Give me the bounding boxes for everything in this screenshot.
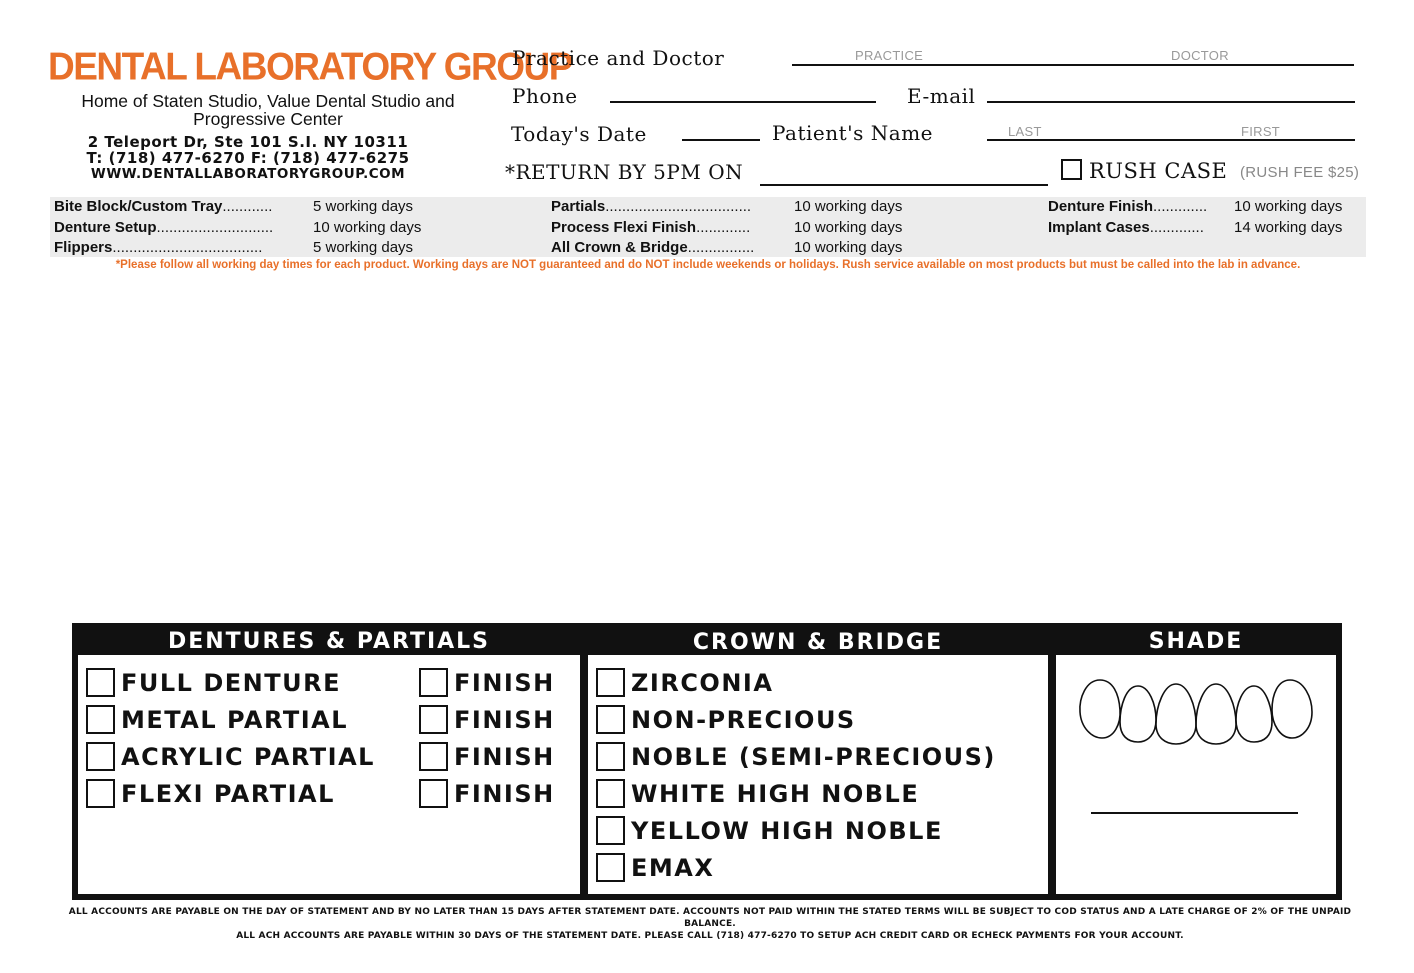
option-emax[interactable]: EMAX [596, 853, 714, 882]
brand-logo: DENTAL LABORATORY GROUP [48, 44, 572, 88]
schedule-days: 10 working days [1234, 198, 1343, 215]
checkbox[interactable] [596, 779, 625, 808]
schedule-days: 10 working days [794, 219, 903, 236]
return-by-field[interactable] [760, 184, 1048, 186]
schedule-days: 10 working days [794, 198, 903, 215]
checkbox[interactable] [86, 668, 115, 697]
payment-terms-line-1: ALL ACCOUNTS ARE PAYABLE ON THE DAY OF STATEMENT AND BY NO LATER THAN 15 DAYS AFTER STATEMENT DATE. ACCOUNTS NOT PAID WITHIN THE STATED TERMS WILL BE SUBJECT TO COD STATUS AND A LATE CHARGE OF 2% OF THE UNPAID BALANCE. [68, 907, 1352, 929]
schedule-days: 10 working days [794, 239, 903, 256]
website: WWW.DENTALLABORATORYGROUP.COM [90, 166, 406, 182]
option-yellow-high-noble[interactable]: YELLOW HIGH NOBLE [596, 816, 943, 845]
schedule-item: Denture Finish............. [1048, 198, 1208, 215]
option-full-denture[interactable]: FULL DENTURE [86, 668, 341, 697]
schedule-item: Flippers.................................... [54, 239, 263, 256]
address: 2 Teleport Dr, Ste 101 S.I. NY 10311 [87, 133, 409, 151]
patient-name-field[interactable] [987, 139, 1355, 141]
practice-doctor-label: Practice and Doctor [512, 46, 725, 70]
todays-date-field[interactable] [682, 139, 760, 141]
phone-fax: T: (718) 477-6270 F: (718) 477-6275 [86, 149, 410, 167]
schedule-item: Partials................................... [551, 198, 752, 215]
return-by-label: *RETURN BY 5PM ON [505, 160, 744, 184]
checkbox[interactable] [596, 742, 625, 771]
schedule-days: 14 working days [1234, 219, 1343, 236]
practice-doctor-field[interactable] [792, 64, 1354, 66]
checkbox[interactable] [596, 853, 625, 882]
shade-title: SHADE [1148, 629, 1244, 654]
option-zirconia[interactable]: ZIRCONIA [596, 668, 773, 697]
schedule-item: Denture Setup............................ [54, 219, 274, 236]
option-flexi-partial[interactable]: FLEXI PARTIAL [86, 779, 335, 808]
last-name-hint: LAST [1008, 124, 1042, 139]
checkbox[interactable] [419, 705, 448, 734]
schedule-item: Implant Cases............. [1048, 219, 1204, 236]
option-finish-full-denture[interactable]: FINISH [419, 668, 555, 697]
schedule-note: *Please follow all working day times for each product. Working days are NOT guaranteed and do NOT include weekends or holidays. Rush service available on most products but must be called into the lab in advance. [115, 259, 1301, 271]
checkbox[interactable] [596, 705, 625, 734]
schedule-item: All Crown & Bridge................ [551, 239, 755, 256]
schedule-item: Bite Block/Custom Tray............ [54, 198, 273, 215]
rush-case-label: RUSH CASE [1089, 159, 1228, 183]
option-non-precious[interactable]: NON-PRECIOUS [596, 705, 856, 734]
schedule-days: 5 working days [313, 239, 414, 256]
teeth-diagram-icon[interactable] [1076, 672, 1316, 752]
crown-title: CROWN & BRIDGE [692, 630, 944, 655]
phone-field[interactable] [610, 101, 876, 103]
checkbox[interactable] [86, 779, 115, 808]
checkbox[interactable] [596, 668, 625, 697]
checkbox[interactable] [86, 705, 115, 734]
checkbox[interactable] [419, 668, 448, 697]
option-noble[interactable]: NOBLE (SEMI-PRECIOUS) [596, 742, 996, 771]
rush-case-checkbox[interactable] [1061, 159, 1082, 180]
first-name-hint: FIRST [1241, 124, 1281, 139]
option-finish-flexi-partial[interactable]: FINISH [419, 779, 555, 808]
doctor-hint: DOCTOR [1171, 48, 1229, 63]
contact-block [48, 134, 448, 182]
patient-name-label: Patient's Name [772, 121, 934, 145]
option-finish-metal-partial[interactable]: FINISH [419, 705, 555, 734]
brand-subtitle: Home of Staten Studio, Value Dental Studio and Progressive Center [81, 91, 455, 129]
schedule-item: Process Flexi Finish............. [551, 219, 751, 236]
schedule-days: 5 working days [313, 198, 414, 215]
email-field[interactable] [987, 101, 1355, 103]
payment-terms-line-2: ALL ACH ACCOUNTS ARE PAYABLE WITHIN 30 DAYS OF THE STATEMENT DATE. PLEASE CALL (718) 477-6270 TO SETUP ACH CREDIT CARD OR ECHECK PAYMENTS FOR YOUR ACCOUNT. [236, 931, 1184, 941]
todays-date-label: Today's Date [511, 122, 647, 146]
checkbox[interactable] [419, 742, 448, 771]
checkbox[interactable] [86, 742, 115, 771]
email-label: E-mail [907, 84, 976, 108]
checkbox[interactable] [419, 779, 448, 808]
rush-fee: (RUSH FEE $25) [1240, 164, 1360, 181]
shade-field[interactable] [1091, 812, 1298, 814]
checkbox[interactable] [596, 816, 625, 845]
dentures-title: DENTURES & PARTIALS [167, 629, 491, 654]
option-finish-acrylic-partial[interactable]: FINISH [419, 742, 555, 771]
option-white-high-noble[interactable]: WHITE HIGH NOBLE [596, 779, 919, 808]
schedule-days: 10 working days [313, 219, 422, 236]
option-acrylic-partial[interactable]: ACRYLIC PARTIAL [86, 742, 375, 771]
phone-label: Phone [512, 84, 578, 108]
practice-hint: PRACTICE [855, 48, 924, 63]
option-metal-partial[interactable]: METAL PARTIAL [86, 705, 348, 734]
payment-terms [60, 906, 1360, 942]
